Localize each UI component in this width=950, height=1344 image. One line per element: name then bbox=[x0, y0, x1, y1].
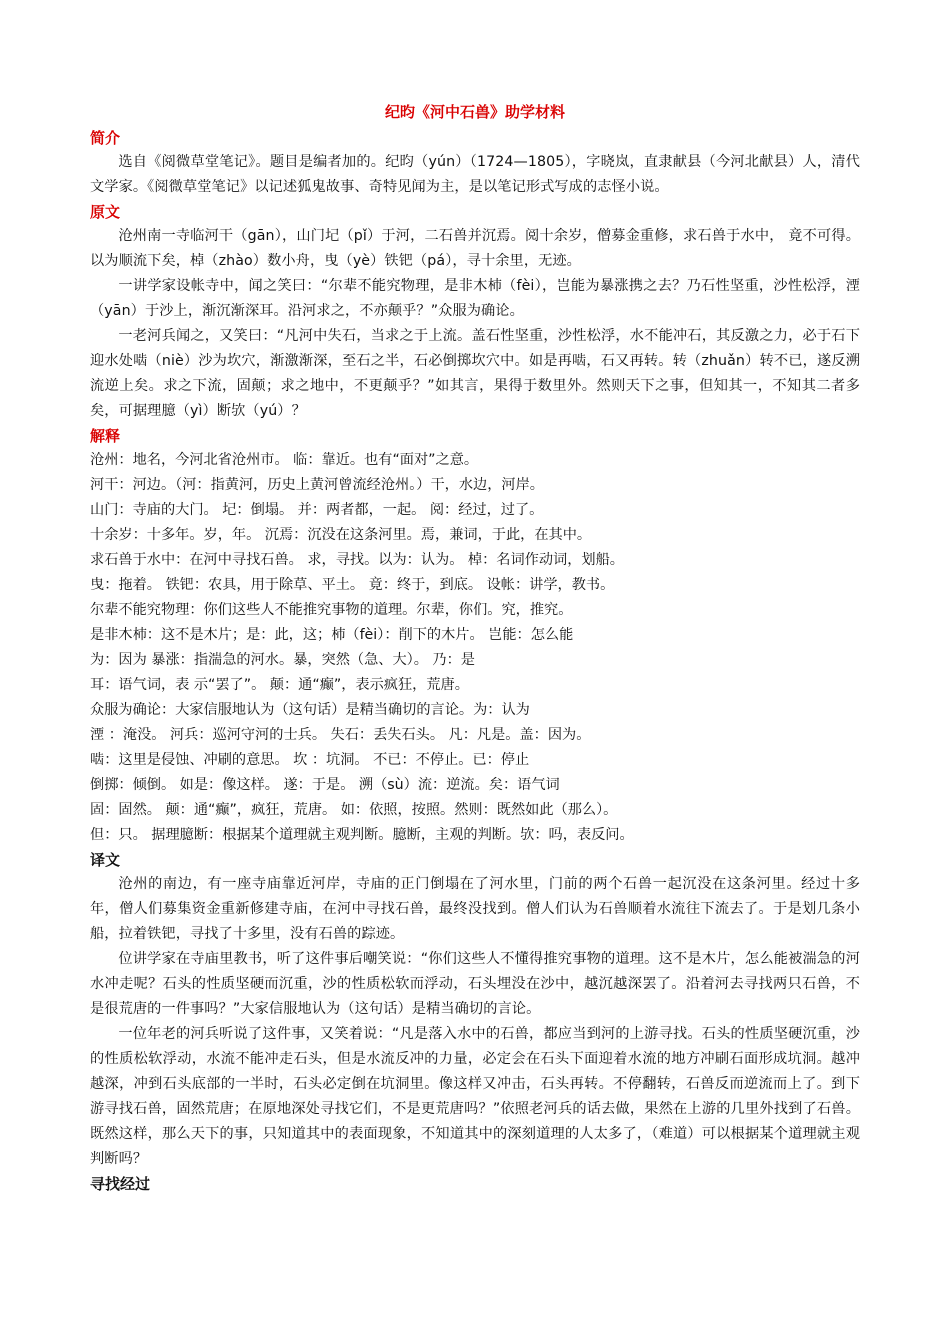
note-line: 尔辈不能究物理：你们这些人不能推究事物的道理。尔辈，你们。究，推究。 bbox=[90, 602, 573, 618]
section-heading-translation: 译文 bbox=[90, 851, 121, 869]
note-line: 十余岁：十多年。岁，年。 沉焉：沉没在这条河里。焉，兼词，于此，在其中。 bbox=[90, 527, 592, 543]
note-line: 众服为确论：大家信服地认为（这句话）是精当确切的言论。为：认为 bbox=[90, 702, 530, 718]
note-line: 为：因为 暴涨：指湍急的河水。暴，突然（急、大）。 乃：是 bbox=[90, 652, 475, 668]
note-line: 倒掷：倾倒。 如是：像这样。 遂：于是。 溯（sù）流：逆流。矣：语气词 bbox=[90, 777, 560, 793]
note-line: 河干：河边。（河：指黄河，历史上黄河曾流经沧州。）干，水边，河岸。 bbox=[90, 477, 544, 493]
translation-paragraph-2: 位讲学家在寺庙里教书，听了这件事后嘲笑说：“你们这些人不懂得推究事物的道理。这不是木片，怎么能被湍急的河水冲走呢？石头的性质坚硬而沉重，沙的性质松软而浮动，石头埋没在沙中，越沉越深罢了。沿着河去寻找两只石兽，不是很荒唐的一件事吗？”大家信服地认为（这句话）是精当确切的言论。 bbox=[90, 951, 860, 1017]
original-paragraph-2: 一讲学家设帐寺中，闻之笑曰：“尔辈不能究物理，是非木杮（fèi），岂能为暴涨携之去？乃石性坚重，沙性松浮，湮（yān）于沙上，渐沉渐深耳。沿河求之，不亦颠乎？”众服为确论。 bbox=[90, 278, 860, 319]
note-line: 山门：寺庙的大门。 圮：倒塌。 并：两者都，一起。 阅：经过，过了。 bbox=[90, 502, 544, 518]
note-line: 但：只。 据理臆断：根据某个道理就主观判断。臆断，主观的判断。欤：吗，表反问。 bbox=[90, 827, 634, 843]
section-heading-search: 寻找经过 bbox=[90, 1175, 151, 1193]
note-line: 固：固然。 颠：通“癫”，疯狂，荒唐。 如：依照，按照。然则：既然如此（那么）。 bbox=[90, 802, 618, 818]
document-title: 纪昀《河中石兽》助学材料 bbox=[384, 103, 565, 121]
note-line: 啮：这里是侵蚀、冲刷的意思。 坎 ：坑洞。 不已：不停止。已：停止 bbox=[90, 752, 530, 768]
note-line: 是非木杮：这不是木片；是：此，这；杮（fèi）：削下的木片。 岂能：怎么能 bbox=[90, 627, 574, 643]
section-heading-original: 原文 bbox=[90, 203, 121, 221]
note-line: 求石兽于水中：在河中寻找石兽。 求，寻找。以为：认为。 棹：名词作动词，划船。 bbox=[90, 552, 624, 568]
note-line: 曳：拖着。 铁钯：农具，用于除草、平土。 竟：终于，到底。 设帐：讲学，教书。 bbox=[90, 577, 615, 593]
note-line: 沧州：地名，今河北省沧州市。 临：靠近。也有“面对”之意。 bbox=[90, 452, 479, 468]
note-line: 耳：语气词，表 示“罢了”。 颠：通“癫”，表示疯狂，荒唐。 bbox=[90, 677, 469, 693]
original-paragraph-1: 沧州南一寺临河干（gān），山门圮（pǐ）于河，二石兽并沉焉。阅十余岁，僧募金重修，求石兽于水中， 竟不可得。以为顺流下矣，棹（zhào）数小舟，曳（yè）铁钯（pá），寻十余里，无迹。 bbox=[90, 228, 860, 269]
document-page bbox=[90, 100, 860, 1196]
section-heading-notes: 解释 bbox=[90, 427, 121, 445]
intro-paragraph: 选自《阅微草堂笔记》。题目是编者加的。纪昀（yún）（1724—1805），字晓岚，直隶献县（今河北献县）人，清代文学家。《阅微草堂笔记》以记述狐鬼故事、奇特见闻为主，是以笔记形式写成的志怪小说。 bbox=[90, 154, 860, 195]
translation-paragraph-3: 一位年老的河兵听说了这件事，又笑着说：“凡是落入水中的石兽，都应当到河的上游寻找。石头的性质坚硬沉重，沙的性质松软浮动，水流不能冲走石头，但是水流反冲的力量，必定会在石头下面迎着水流的地方冲刷石面形成坑洞。越冲越深，冲到石头底部的一半时，石头必定倒在坑洞里。像这样又冲击，石头再转。不停翻转，石兽反而逆流而上了。到下游寻找石兽，固然荒唐；在原地深处寻找它们，不是更荒唐吗？”依照老河兵的话去做，果然在上游的几里外找到了石兽。既然这样，那么天下的事，只知道其中的表面现象，不知道其中的深刻道理的人太多了，（难道）可以根据某个道理就主观判断吗？ bbox=[90, 1026, 860, 1167]
note-line: 湮 ：淹没。 河兵：巡河守河的士兵。 失石：丢失石头。 凡：凡是。盖：因为。 bbox=[90, 727, 591, 743]
original-paragraph-3: 一老河兵闻之，又笑曰：“凡河中失石，当求之于上流。盖石性坚重，沙性松浮，水不能冲石，其反激之力，必于石下迎水处啮（niè）沙为坎穴，渐激渐深，至石之半，石必倒掷坎穴中。如是再啮，石又再转。转（zhuǎn）转不已，遂反溯流逆上矣。求之下流，固颠；求之地中，不更颠乎？”如其言，果得于数里外。然则天下之事，但知其一，不知其二者多矣，可据理臆（yì）断欤（yú）？ bbox=[90, 328, 860, 419]
section-heading-intro: 简介 bbox=[90, 129, 121, 147]
translation-paragraph-1: 沧州的南边，有一座寺庙靠近河岸，寺庙的正门倒塌在了河水里，门前的两个石兽一起沉没在这条河里。经过十多年，僧人们募集资金重新修建寺庙，在河中寻找石兽，最终没找到。僧人们认为石兽顺着水流往下流去了。于是划几条小船，拉着铁钯，寻找了十多里，没有石兽的踪迹。 bbox=[90, 876, 860, 942]
